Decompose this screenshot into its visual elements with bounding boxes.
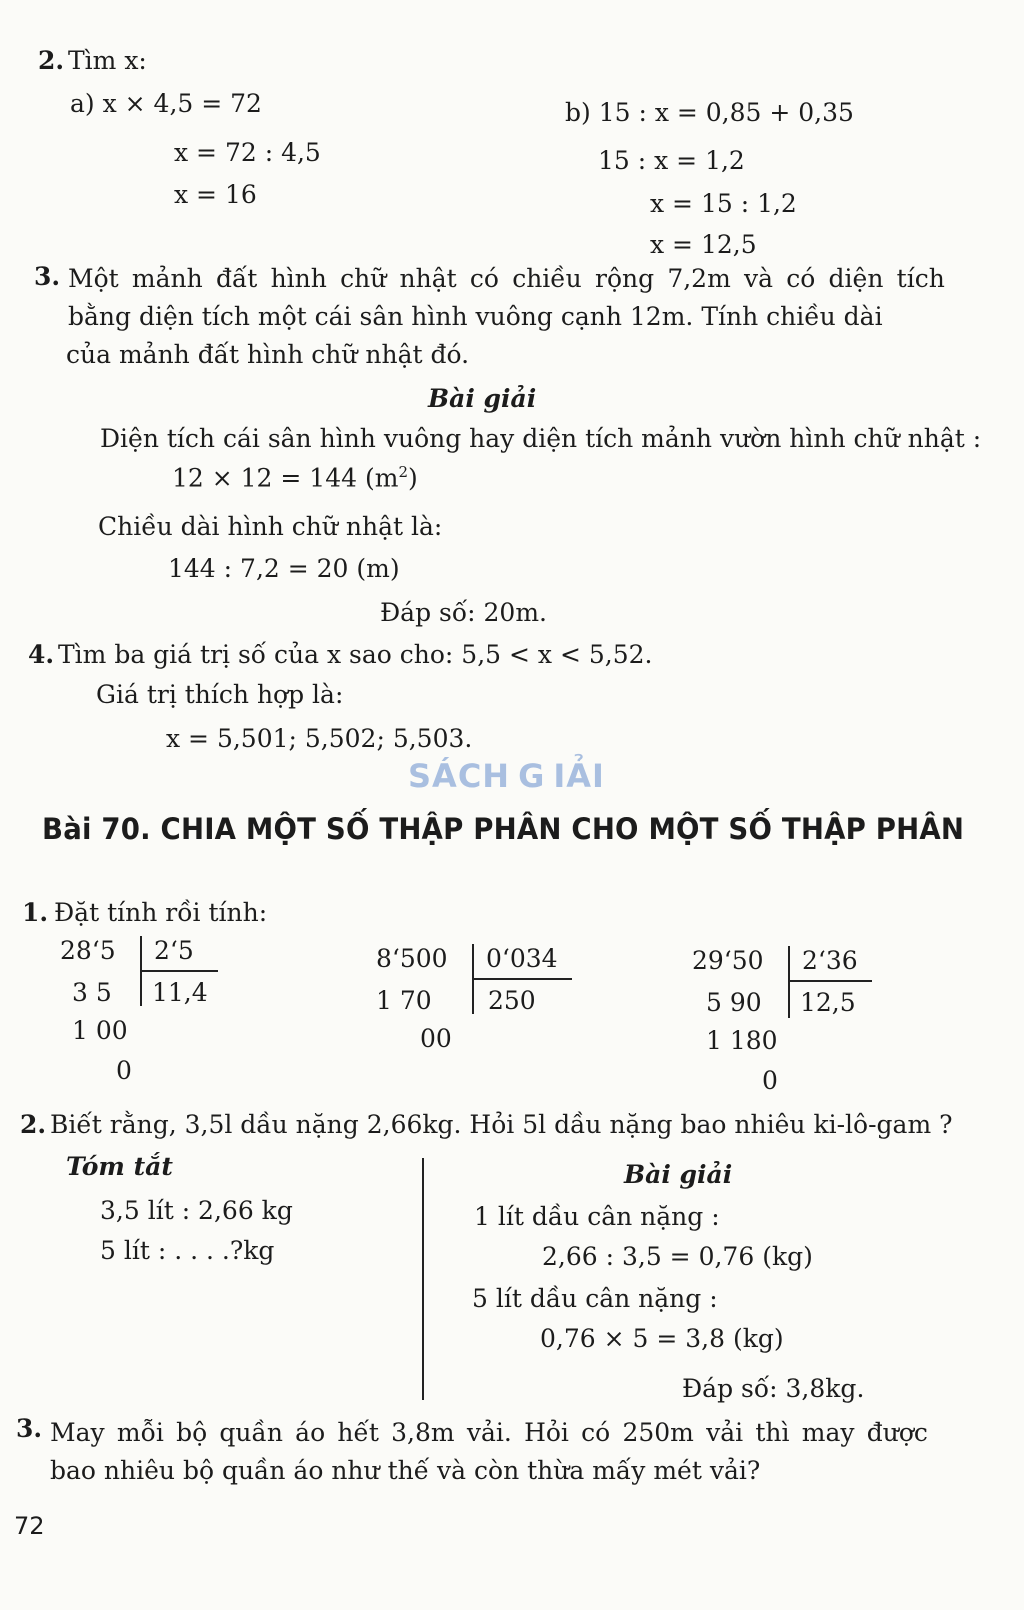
division-3-row-3: 0: [762, 1066, 778, 1095]
division-3-dividend: 29ʻ50: [692, 946, 764, 975]
q4-number: 4.: [28, 640, 55, 669]
q3-line-2: bằng diện tích một cái sân hình vuông cạnh 12m. Tính chiều dài: [68, 302, 883, 331]
e2-summary-line-2: 5 lít : . . . .?kg: [100, 1236, 275, 1265]
division-3-quotient: 12,5: [800, 988, 856, 1017]
q2b-line-4: x = 12,5: [650, 230, 757, 259]
watermark-left: SÁCH: [408, 757, 511, 795]
division-1-row-3: 0: [116, 1056, 132, 1085]
q3-solution-line-4: 144 : 7,2 = 20 (m): [168, 554, 400, 583]
division-1-rule: [140, 970, 218, 972]
division-3-rule: [788, 980, 872, 982]
division-1-divisor: 2ʻ5: [154, 936, 194, 965]
e2-solution-line-4: 0,76 × 5 = 3,8 (kg): [540, 1324, 784, 1353]
division-3-divisor: 2ʻ36: [802, 946, 858, 975]
division-2-dividend: 8ʻ500: [376, 944, 448, 973]
e1-number: 1.: [22, 898, 49, 927]
q2b-line-2: 15 : x = 1,2: [598, 146, 745, 175]
q2a-line-3: x = 16: [174, 180, 257, 209]
e3-number: 3.: [16, 1414, 43, 1443]
e2-solution-title: Bài giải: [624, 1160, 733, 1189]
division-2-quotient: 250: [488, 986, 536, 1015]
e2-summary-line-1: 3,5 lít : 2,66 kg: [100, 1196, 293, 1225]
lesson-title: Bài 70. CHIA MỘT SỐ THẬP PHÂN CHO MỘT SỐ THẬP PHÂN: [42, 812, 965, 846]
q2a-line-1: a) x × 4,5 = 72: [70, 89, 262, 118]
watermark-logo: [408, 757, 605, 795]
e2-prompt: Biết rằng, 3,5l dầu nặng 2,66kg. Hỏi 5l dầu nặng bao nhiêu ki-lô-gam ?: [50, 1110, 953, 1139]
q4-prompt: Tìm ba giá trị số của x sao cho: 5,5 < x < 5,52.: [58, 640, 653, 669]
e2-number: 2.: [20, 1110, 47, 1139]
e1-prompt: Đặt tính rồi tính:: [54, 898, 268, 927]
division-3-row-2: 1 180: [706, 1026, 778, 1055]
division-1-quotient: 11,4: [152, 978, 208, 1007]
q4-solution-line-2: x = 5,501; 5,502; 5,503.: [166, 724, 473, 753]
division-2-row-1: 1 70: [376, 986, 432, 1015]
q3-solution-line-1: Diện tích cái sân hình vuông hay diện tích mảnh vườn hình chữ nhật :: [100, 424, 982, 453]
q3-solution-line-3: Chiều dài hình chữ nhật là:: [98, 512, 443, 541]
q3-line-1-text: Một mảnh đất hình chữ nhật có chiều rộng 7,2m và có diện tích: [68, 264, 945, 293]
q3-area-calc: 12 × 12 = 144 (m: [172, 463, 399, 493]
page-number: 72: [14, 1512, 45, 1540]
division-2-divisor: 0ʻ034: [486, 944, 558, 973]
e3-line-1-text: May mỗi bộ quần áo hết 3,8m vải. Hỏi có 250m vải thì may được: [50, 1418, 928, 1447]
e2-solution-line-2: 2,66 : 3,5 = 0,76 (kg): [542, 1242, 813, 1271]
e2-solution-line-1: 1 lít dầu cân nặng :: [474, 1202, 720, 1231]
e2-solution-line-3: 5 lít dầu cân nặng :: [472, 1284, 718, 1313]
q4-solution-line-1: Giá trị thích hợp là:: [96, 680, 344, 709]
q3-answer: Đáp số: 20m.: [380, 598, 547, 627]
e2-summary-title: Tóm tắt: [66, 1152, 173, 1181]
q2a-line-2: x = 72 : 4,5: [174, 138, 321, 167]
q3-area-close: ): [407, 463, 418, 493]
division-2-row-2: 00: [420, 1024, 452, 1053]
division-1-row-1: 3 5: [72, 978, 112, 1007]
q3-line-1: [68, 264, 945, 294]
division-3-row-1: 5 90: [706, 988, 762, 1017]
e3-line-2: bao nhiêu bộ quần áo như thế và còn thừa mấy mét vải?: [50, 1456, 761, 1485]
q2-number: 2.: [38, 46, 65, 75]
q3-solution-line-2: [172, 463, 418, 493]
e2-column-divider: [422, 1158, 424, 1400]
watermark-mid: G: [518, 757, 546, 795]
q3-number: 3.: [34, 262, 61, 291]
division-2-rule: [472, 978, 572, 980]
q2-prompt: Tìm x:: [68, 46, 147, 75]
division-1-row-2: 1 00: [72, 1016, 128, 1045]
q3-area-exponent: 2: [398, 463, 408, 481]
e2-answer: Đáp số: 3,8kg.: [682, 1374, 865, 1403]
q2b-line-3: x = 15 : 1,2: [650, 189, 797, 218]
q2b-line-1: b) 15 : x = 0,85 + 0,35: [565, 98, 854, 127]
division-1-dividend: 28ʻ5: [60, 936, 116, 965]
q3-solution-title: Bài giải: [428, 384, 537, 413]
watermark-right: IẢI: [553, 757, 605, 795]
division-3-bar: [788, 946, 790, 1018]
q3-line-3: của mảnh đất hình chữ nhật đó.: [66, 340, 470, 369]
e3-line-1: [50, 1418, 928, 1448]
